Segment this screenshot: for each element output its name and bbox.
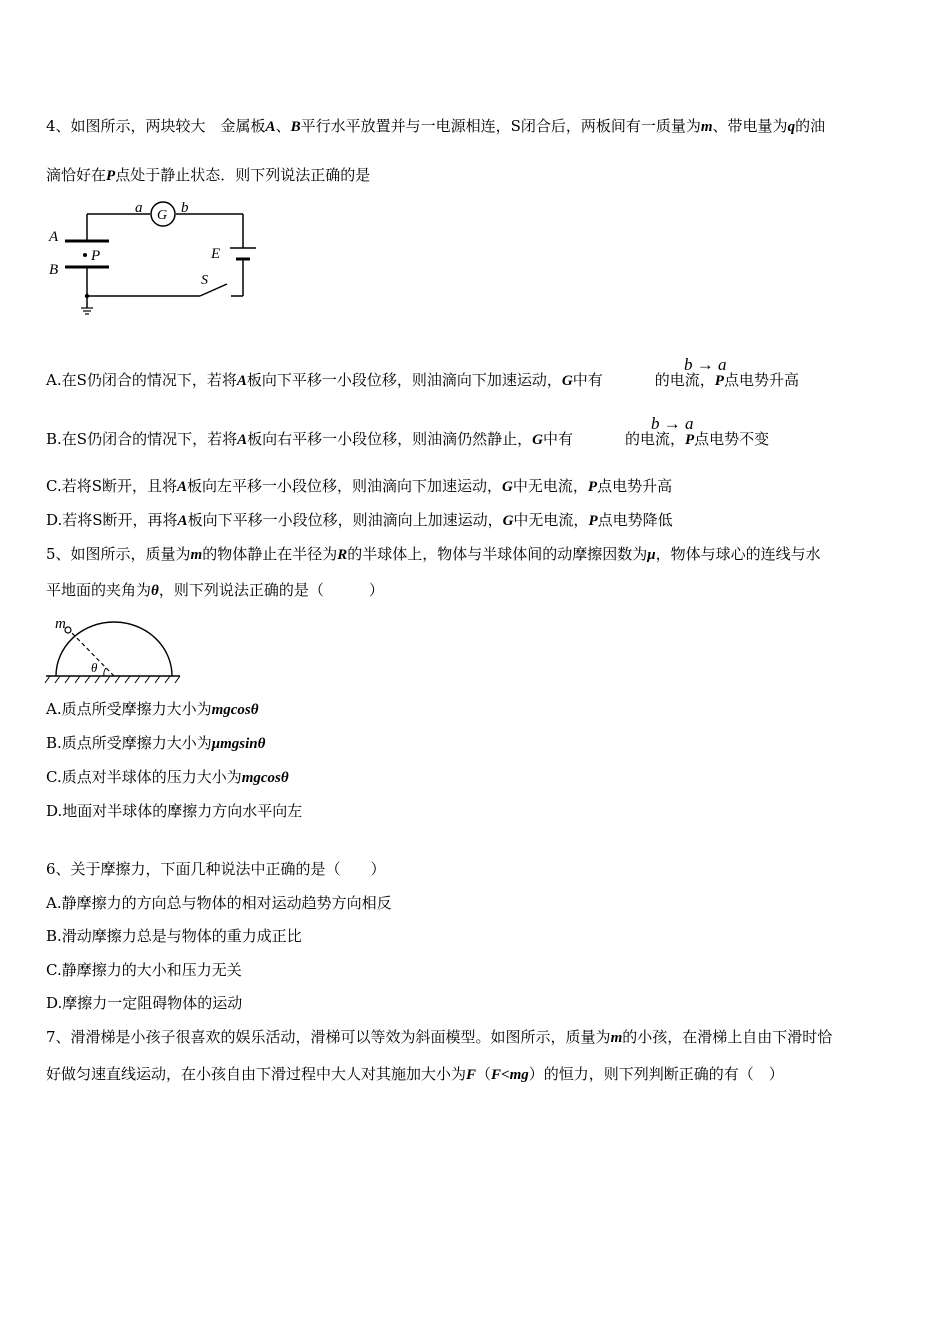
q5-option-a xyxy=(46,699,259,720)
q4-text: 点电势不变 xyxy=(694,430,770,448)
q4-text: 板向左平移一小段位移，则油滴向下加速运动， xyxy=(187,477,503,495)
q5-var: R xyxy=(337,547,348,563)
q7-text: 好做匀速直线运动，在小孩自由下滑过程中大人对其施加大小为 xyxy=(46,1065,467,1083)
q4-text: 中有 xyxy=(572,371,603,389)
q7-text: （ xyxy=(476,1065,492,1083)
q4-text: C.若将S断开，且将 xyxy=(46,477,177,495)
q5-var: μ xyxy=(647,547,656,563)
q6-option-a: A.静摩擦力的方向总与物体的相对运动趋势方向相反 xyxy=(46,894,392,912)
q4-var: A xyxy=(236,373,247,389)
q4-var: G xyxy=(561,373,573,389)
mass-block xyxy=(65,627,71,633)
q5-option-d: D.地面对半球体的摩擦力方向水平向左 xyxy=(46,802,303,820)
q4-text: D.若将S断开，再将 xyxy=(46,511,178,529)
q4-text: 的油 xyxy=(795,117,826,135)
oil-drop-point xyxy=(83,253,87,257)
angle-arc xyxy=(104,668,106,676)
q5-text: A.质点所受摩擦力大小为 xyxy=(46,700,212,718)
q7-stem-line1 xyxy=(46,1027,832,1048)
q4-var: A xyxy=(177,479,188,495)
q4-var: P xyxy=(588,513,598,529)
q4-text: 平行水平放置并与一电源相连，S闭合后，两板间有一质量为 xyxy=(300,117,701,135)
q4-text: 板向下平移一小段位移，则油滴向下加速运动， xyxy=(246,371,562,389)
q7-stem-line2 xyxy=(46,1064,784,1085)
q5-option-b xyxy=(46,733,265,754)
q4-text: 的电流， xyxy=(624,430,685,448)
q4-option-b-b-to-a: b → a xyxy=(651,414,694,433)
terminal-a-label: a xyxy=(135,200,143,216)
q7-var: F<mg xyxy=(491,1067,529,1083)
mass-m-label: m xyxy=(55,616,66,632)
q5-hemisphere-diagram xyxy=(44,612,184,688)
q5-formula: μmgsinθ xyxy=(211,736,266,752)
q4-text: A.在S仍闭合的情况下，若将 xyxy=(46,371,237,389)
q4-var: P xyxy=(684,432,695,448)
q4-text: B.在S仍闭合的情况下，若将 xyxy=(46,430,238,448)
q4-var: P xyxy=(106,168,116,184)
q5-text: C.质点对半球体的压力大小为 xyxy=(46,768,242,786)
q6-option-c: C.静摩擦力的大小和压力无关 xyxy=(46,961,242,979)
q4-text: 、 xyxy=(275,117,291,135)
battery-e-label: E xyxy=(211,246,221,262)
theta-label: θ xyxy=(91,660,98,675)
q5-stem-line2 xyxy=(46,580,384,601)
q4-text: 、带电量为 xyxy=(712,117,788,135)
plate-a-label: A xyxy=(49,229,59,245)
q7-text: 的小孩，在滑梯上自由下滑时恰 xyxy=(622,1028,833,1046)
q4-text: 中有 xyxy=(542,430,573,448)
q4-text: 点电势升高 xyxy=(597,477,673,495)
q4-text: 的电流， xyxy=(654,371,715,389)
ground-hatching xyxy=(45,676,180,683)
q4-var: G xyxy=(532,432,543,448)
q4-option-a xyxy=(46,370,799,391)
q7-text: ）的恒力，则下列判断正确的有（ ） xyxy=(528,1065,784,1083)
q5-option-c xyxy=(46,767,289,788)
q4-text: 中无电流， xyxy=(512,477,588,495)
galvanometer-label: G xyxy=(157,208,168,223)
q4-var: P xyxy=(587,479,598,495)
q5-formula: mgcosθ xyxy=(241,770,289,786)
q4-text: 滴恰好在 xyxy=(46,166,107,184)
q4-text: 4、如图所示，两块较大 金属板 xyxy=(46,117,266,135)
q4-stem-line1 xyxy=(46,116,825,137)
plate-b-label: B xyxy=(49,262,59,278)
q4-option-d xyxy=(46,510,673,531)
q7-var: m xyxy=(610,1030,623,1046)
q4-text: 点电势降低 xyxy=(597,511,673,529)
q5-text: 平地面的夹角为 xyxy=(46,581,152,599)
q5-var: m xyxy=(190,547,203,563)
q4-var: G xyxy=(502,513,514,529)
q5-text: 的物体静止在半径为 xyxy=(202,545,338,563)
q4-text: 板向右平移一小段位移，则油滴仍然静止， xyxy=(247,430,533,448)
q4-text: 点电势升高 xyxy=(723,371,799,389)
switch-s-label: S xyxy=(201,273,208,288)
q7-text: 7、滑滑梯是小孩子很喜欢的娱乐活动，滑梯可以等效为斜面模型。如图所示，质量为 xyxy=(46,1028,611,1046)
q5-text: 的半球体上，物体与半球体间的动摩擦因数为 xyxy=(347,545,648,563)
q6-option-b: B.滑动摩擦力总是与物体的重力成正比 xyxy=(46,927,302,945)
q5-text: B.质点所受摩擦力大小为 xyxy=(46,734,212,752)
q4-text: 点处于静止状态．则下列说法正确的是 xyxy=(115,166,371,184)
q5-formula: mgcosθ xyxy=(211,702,259,718)
q4-var: m xyxy=(700,119,713,135)
q4-var: B xyxy=(290,119,301,135)
q4-var: P xyxy=(714,373,724,389)
point-p-label: P xyxy=(91,248,101,264)
q5-text: 5、如图所示，质量为 xyxy=(46,545,191,563)
q7-var: F xyxy=(466,1067,477,1083)
q4-option-c xyxy=(46,476,672,497)
q6-option-d: D.摩擦力一定阻碍物体的运动 xyxy=(46,994,243,1012)
q5-var: θ xyxy=(151,583,159,599)
q4-text: 中无电流， xyxy=(513,511,589,529)
q4-circuit-diagram xyxy=(45,196,265,324)
q4-stem-line2 xyxy=(46,165,370,186)
q4-var: A xyxy=(265,119,276,135)
terminal-b-label: b xyxy=(181,200,189,216)
q5-stem-line1 xyxy=(46,544,821,565)
q6-stem: 6、关于摩擦力，下面几种说法中正确的是（ ） xyxy=(46,860,386,878)
q4-var: q xyxy=(787,119,796,135)
q4-var: A xyxy=(177,513,188,529)
q4-var: A xyxy=(237,432,248,448)
q4-option-b xyxy=(46,429,769,450)
q4-var: G xyxy=(502,479,513,495)
q4-text: 板向下平移一小段位移，则油滴向上加速运动， xyxy=(187,511,503,529)
q5-text: ，则下列说法正确的是（ ） xyxy=(158,581,384,599)
q4-option-a-b-to-a: b → a xyxy=(684,355,727,374)
hemisphere-outline xyxy=(56,622,172,676)
q5-text: ，物体与球心的连线与水 xyxy=(655,545,821,563)
